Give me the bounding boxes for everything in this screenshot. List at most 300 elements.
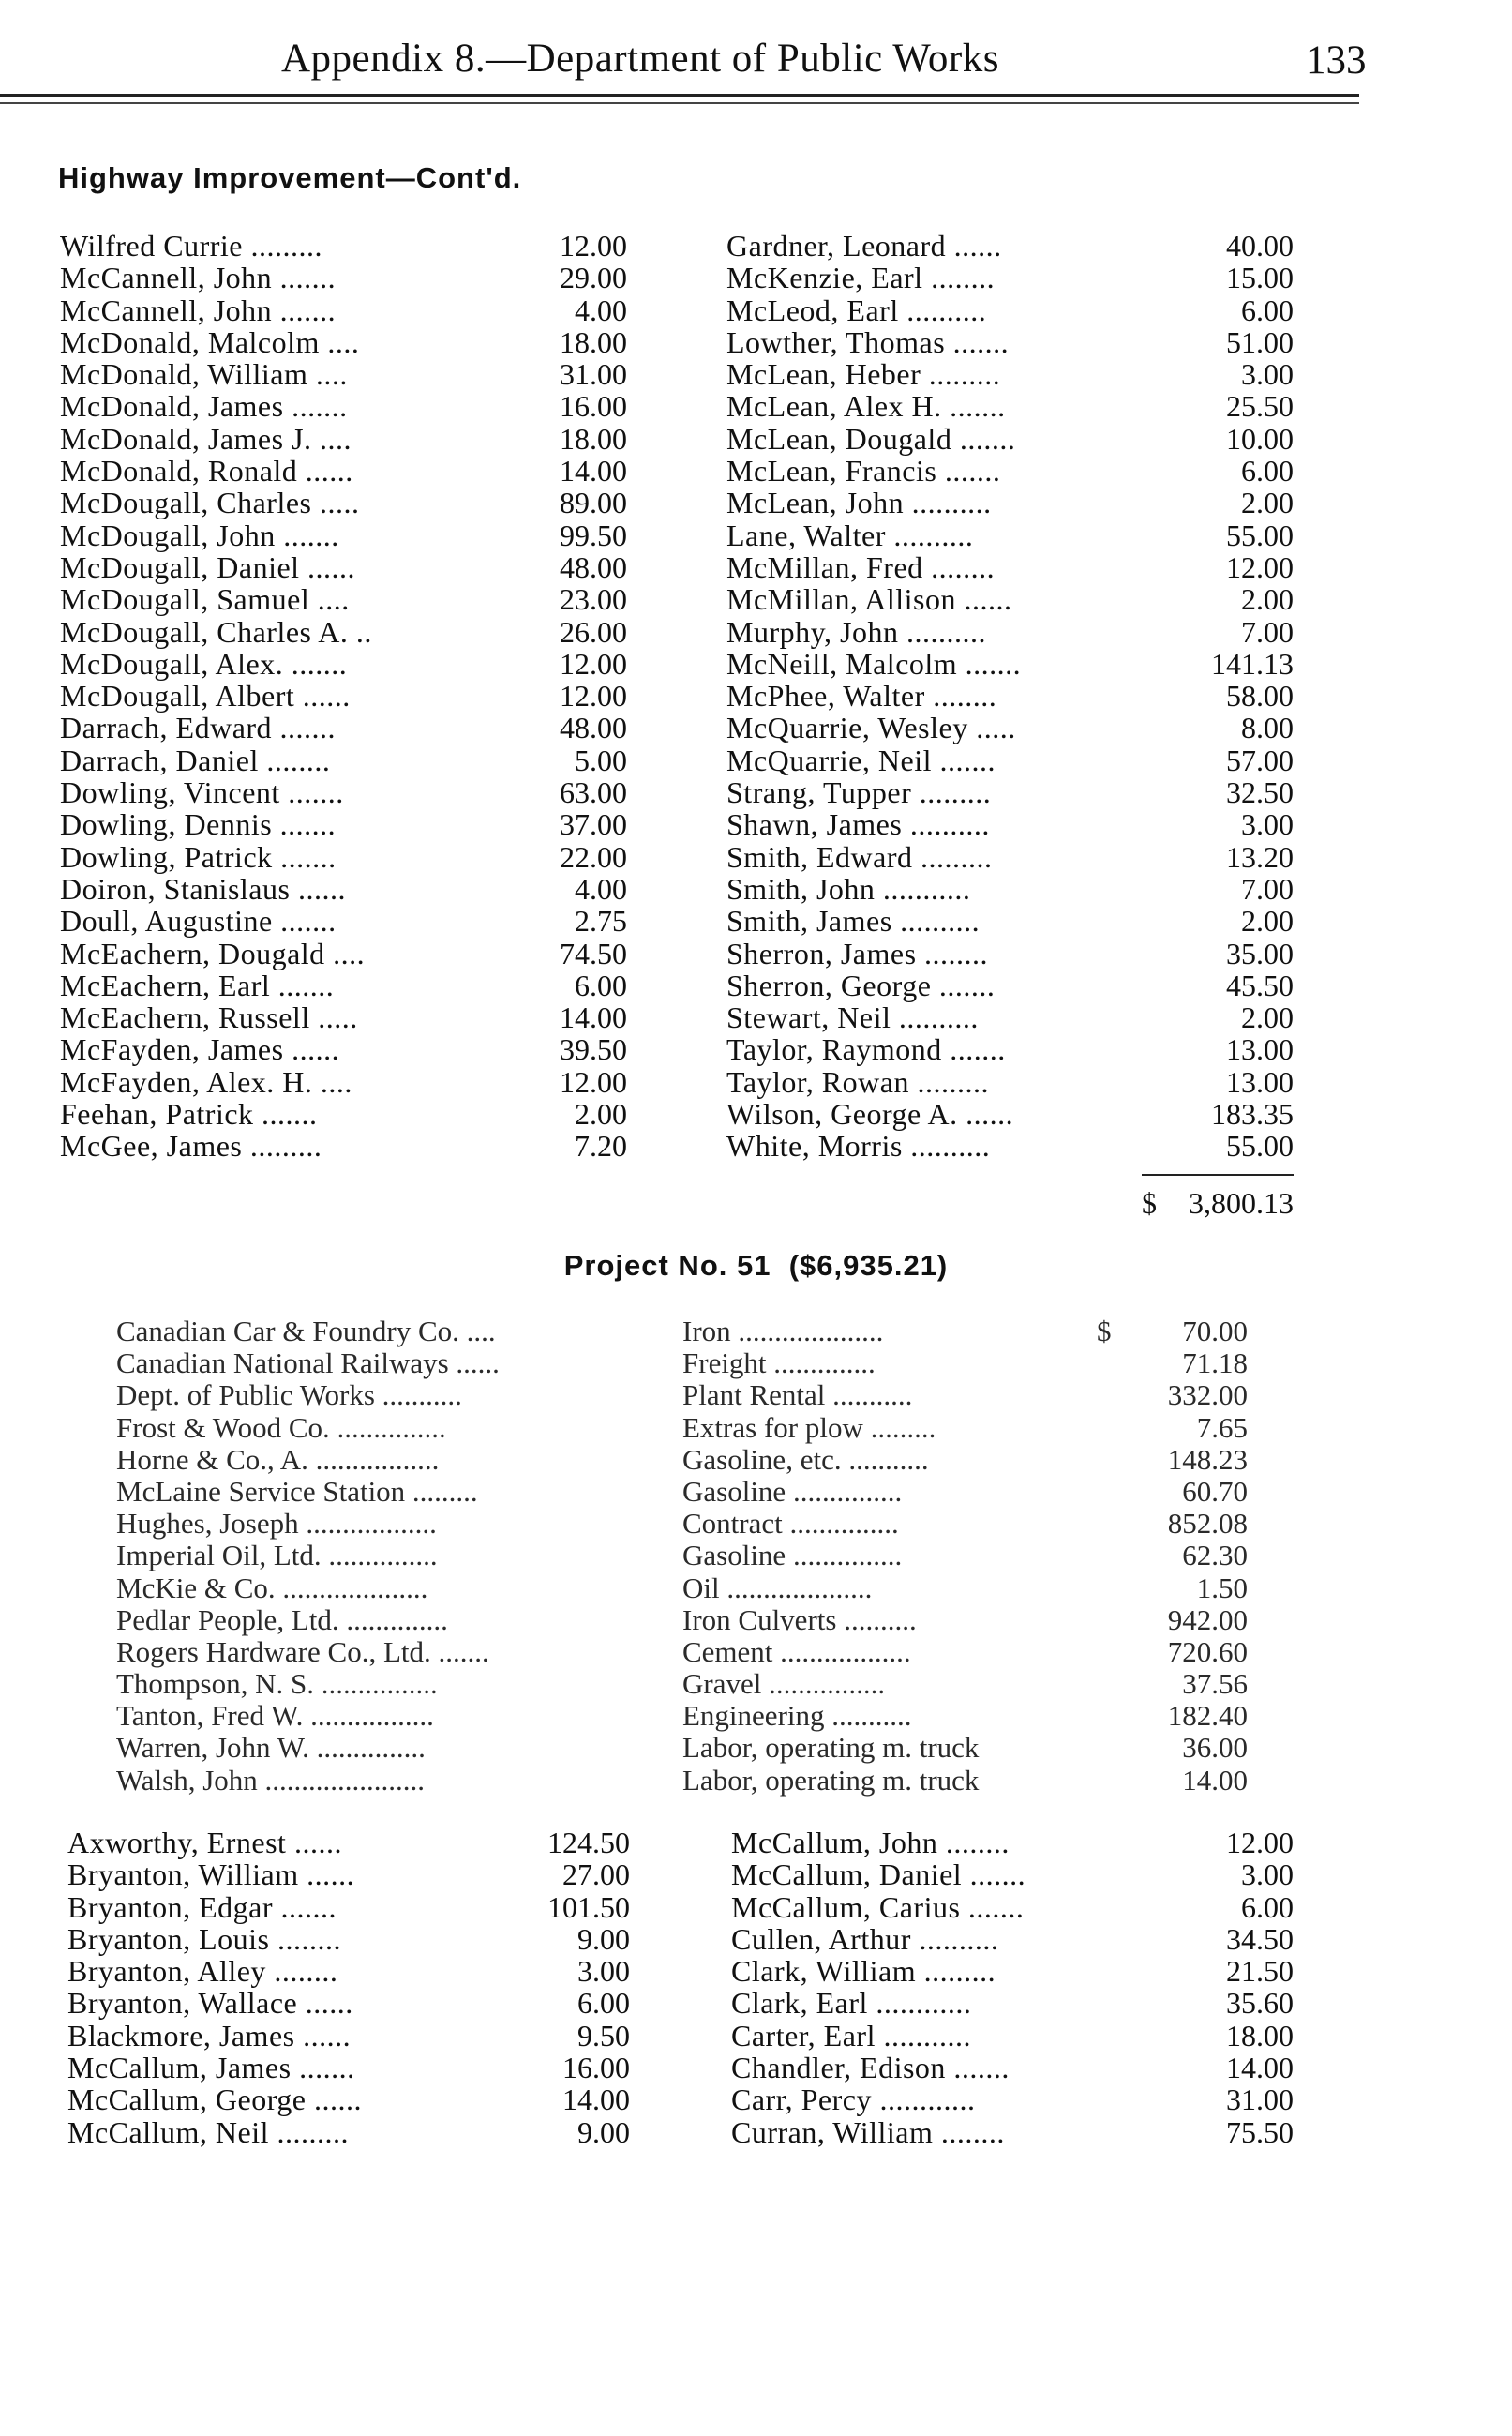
entry-amount: 27.00 <box>562 1857 630 1892</box>
entry-name: Clark, Earl ............ <box>731 1986 972 2021</box>
entry-name: Sherron, James ........ <box>726 936 989 970</box>
entry-amount: 63.00 <box>560 775 627 810</box>
project-amount-cell: 332.00 <box>1167 1378 1248 1412</box>
entry-name: McDougall, Daniel ...... <box>60 549 356 584</box>
list-item <box>67 2116 630 2148</box>
entry-name: Doiron, Stanislaus ...... <box>60 871 346 906</box>
project-vendor: Imperial Oil, Ltd. ............... <box>116 1539 438 1572</box>
project-amount-cell: 14.00 <box>1182 1763 1248 1797</box>
entry-name: Curran, William ........ <box>731 2114 1005 2149</box>
entry-amount: 2.00 <box>1241 486 1294 520</box>
list-item <box>726 326 1294 358</box>
project-item: Iron Culverts .......... <box>682 1602 917 1636</box>
entry-amount: 16.00 <box>560 389 627 424</box>
entry-amount: 6.00 <box>1241 293 1294 327</box>
entry-amount: 48.00 <box>560 549 627 584</box>
entry-name: Gardner, Leonard ...... <box>726 229 1002 263</box>
entry-amount: 89.00 <box>560 486 627 520</box>
list-item <box>60 519 627 551</box>
entry-name: McKenzie, Earl ........ <box>726 261 996 295</box>
project-vendor: Dept. of Public Works ........... <box>116 1378 462 1412</box>
list-item <box>60 680 627 712</box>
entry-amount: 12.00 <box>560 679 627 714</box>
project-vendor: Thompson, N. S. ................ <box>116 1667 438 1701</box>
entry-name: Clark, William ......... <box>731 1954 996 1989</box>
entry-amount: 9.50 <box>577 2018 630 2053</box>
entry-name: Smith, John ........... <box>726 871 971 906</box>
entry-amount: 21.50 <box>1226 1954 1294 1989</box>
list-item <box>60 230 627 262</box>
entry-amount: 14.00 <box>1226 2051 1294 2085</box>
list-item <box>67 1923 630 1955</box>
entry-name: McNeill, Malcolm ....... <box>726 646 1022 681</box>
list-item <box>67 2052 630 2083</box>
entry-amount: 183.35 <box>1211 1097 1294 1132</box>
entry-amount: 31.00 <box>560 357 627 392</box>
entry-name: McLeod, Earl .......... <box>726 293 987 327</box>
table-row <box>116 1508 1248 1540</box>
list-item <box>726 744 1294 776</box>
entry-name: Feehan, Patrick ....... <box>60 1097 318 1132</box>
page-number: 133 <box>1306 38 1367 83</box>
entry-name: Darrach, Edward ....... <box>60 711 337 745</box>
project-vendor: Canadian Car & Foundry Co. .... <box>116 1315 496 1347</box>
table-row <box>116 1476 1248 1508</box>
entry-name: Wilson, George A. ...... <box>726 1097 1014 1132</box>
entry-amount: 12.00 <box>560 1064 627 1099</box>
entry-name: McCallum, John ........ <box>731 1826 1010 1859</box>
entry-amount: 3.00 <box>1241 807 1294 842</box>
entry-name: Shawn, James .......... <box>726 807 990 842</box>
entry-name: McFayden, James ...... <box>60 1032 340 1067</box>
project-item: Labor, operating m. truck <box>682 1731 980 1765</box>
project-heading <box>0 1249 1512 1283</box>
list-item <box>726 970 1294 1001</box>
list-item <box>60 1001 627 1033</box>
entry-name: McQuarrie, Neil ....... <box>726 743 996 777</box>
entry-name: Axworthy, Ernest ...... <box>67 1826 342 1859</box>
entry-amount: 55.00 <box>1226 518 1294 552</box>
entry-name: Cullen, Arthur .......... <box>731 1921 999 1956</box>
list-item <box>731 2020 1294 2052</box>
project-vendor: Walsh, John ...................... <box>116 1763 426 1797</box>
entry-name: McGee, James ......... <box>60 1129 322 1164</box>
entry-amount: 15.00 <box>1226 261 1294 295</box>
entry-amount: 74.50 <box>560 936 627 970</box>
list-item <box>726 680 1294 712</box>
entry-name: Doull, Augustine ....... <box>60 904 337 939</box>
list-item <box>731 1891 1294 1923</box>
list-item <box>60 1130 627 1162</box>
table-row <box>116 1540 1248 1571</box>
list-item <box>731 1858 1294 1890</box>
project-item: Gasoline ............... <box>682 1474 903 1508</box>
list-item <box>731 1923 1294 1955</box>
entry-name: Bryanton, Alley ........ <box>67 1954 338 1989</box>
entry-name: McCallum, Carius ....... <box>731 1889 1025 1924</box>
entry-name: McDougall, Albert ...... <box>60 679 351 714</box>
entry-name: Bryanton, William ...... <box>67 1857 355 1892</box>
entry-amount: 14.00 <box>560 1000 627 1035</box>
entry-name: McDougall, Charles ..... <box>60 486 360 520</box>
entry-amount: 8.00 <box>1241 711 1294 745</box>
list-item <box>726 390 1294 422</box>
project-vendor: Rogers Hardware Co., Ltd. ....... <box>116 1634 489 1668</box>
table-row <box>116 1732 1248 1764</box>
entry-name: McDougall, Charles A. .. <box>60 614 372 649</box>
entry-name: McEachern, Earl ....... <box>60 968 335 1002</box>
project-amount-cell: 71.18 <box>1182 1346 1248 1380</box>
project-vendor: Tanton, Fred W. ................. <box>116 1699 434 1733</box>
list-item <box>726 873 1294 905</box>
project-item: Extras for plow ......... <box>682 1410 936 1444</box>
entry-amount: 26.00 <box>560 614 627 649</box>
table-row <box>116 1347 1248 1379</box>
project-vendor: Canadian National Railways ...... <box>116 1346 500 1380</box>
entry-name: McLean, Dougald ....... <box>726 421 1016 456</box>
list-item <box>67 1987 630 2019</box>
entry-amount: 3.00 <box>577 1954 630 1989</box>
list-item <box>726 455 1294 487</box>
list-item <box>60 744 627 776</box>
total-rule <box>1142 1174 1294 1176</box>
entry-amount: 75.50 <box>1226 2114 1294 2149</box>
total-amount: 3,800.13 <box>1189 1186 1294 1220</box>
entry-amount: 7.00 <box>1241 871 1294 906</box>
list-item <box>67 1858 630 1890</box>
entry-name: Lane, Walter .......... <box>726 518 974 552</box>
table-row <box>116 1765 1248 1797</box>
entry-amount: 2.00 <box>575 1097 627 1132</box>
table-row <box>116 1668 1248 1700</box>
list-item <box>67 2083 630 2115</box>
project-item: Contract ............... <box>682 1507 899 1541</box>
project-amount-cell: 720.60 <box>1167 1634 1248 1668</box>
project-item: Gasoline ............... <box>682 1539 903 1572</box>
entry-name: Lowther, Thomas ....... <box>726 324 1010 359</box>
entry-name: Smith, James .......... <box>726 904 981 939</box>
entry-amount: 12.00 <box>1226 549 1294 584</box>
table-row <box>116 1636 1248 1668</box>
list-item <box>60 938 627 970</box>
entry-amount: 6.00 <box>575 968 627 1002</box>
list-item <box>726 616 1294 648</box>
list-item <box>726 294 1294 326</box>
list-item <box>726 1033 1294 1065</box>
entry-amount: 99.50 <box>560 518 627 552</box>
list-item <box>731 1955 1294 1987</box>
entry-amount: 4.00 <box>575 871 627 906</box>
list-item <box>60 712 627 744</box>
entry-name: McDougall, Samuel .... <box>60 582 350 617</box>
page-header <box>0 28 1512 103</box>
entry-name: McCallum, Daniel ....... <box>731 1857 1026 1892</box>
labor-left-column <box>67 1827 630 2148</box>
list-item <box>60 970 627 1001</box>
list-item <box>60 1033 627 1065</box>
entry-name: McCannell, John ....... <box>60 293 337 327</box>
project-label: Project No. 51 <box>563 1249 771 1282</box>
header-rule <box>0 94 1359 97</box>
entry-amount: 3.00 <box>1241 1857 1294 1892</box>
list-item <box>60 616 627 648</box>
entry-name: Wilfred Currie ......... <box>60 229 322 263</box>
list-item <box>67 1955 630 1987</box>
list-item <box>726 551 1294 583</box>
entry-name: Chandler, Edison ....... <box>731 2051 1010 2085</box>
list-item <box>726 1066 1294 1098</box>
project-amount-cell: 148.23 <box>1167 1442 1248 1476</box>
entry-name: McMillan, Allison ...... <box>726 582 1012 617</box>
project-table <box>116 1316 1248 1797</box>
entry-amount: 2.75 <box>575 904 627 939</box>
project-item: Oil .................... <box>682 1571 873 1604</box>
entry-amount: 2.00 <box>1241 1000 1294 1035</box>
project-amount-cell: 7.65 <box>1196 1410 1248 1444</box>
entry-amount: 31.00 <box>1226 2083 1294 2117</box>
project-amount: ($6,935.21) <box>788 1249 949 1282</box>
entry-name: Carter, Earl ........... <box>731 2018 971 2053</box>
list-item <box>60 358 627 390</box>
project-dollar-sign: $ <box>1097 1315 1112 1347</box>
table-row <box>116 1444 1248 1476</box>
entry-amount: 25.50 <box>1226 389 1294 424</box>
project-vendor: Horne & Co., A. ................. <box>116 1442 440 1476</box>
entry-name: McDougall, John ....... <box>60 518 339 552</box>
entry-amount: 9.00 <box>577 2114 630 2149</box>
list-item <box>67 2020 630 2052</box>
project-item: Cement .................. <box>682 1634 911 1668</box>
list-item <box>60 583 627 615</box>
header-rule-thin <box>0 102 1359 104</box>
entry-name: Smith, Edward ......... <box>726 839 993 874</box>
entry-name: McEachern, Dougald .... <box>60 936 366 970</box>
entry-name: McMillan, Fred ........ <box>726 549 996 584</box>
entry-amount: 12.00 <box>560 229 627 263</box>
entry-amount: 51.00 <box>1226 324 1294 359</box>
entry-name: Darrach, Daniel ........ <box>60 743 331 777</box>
list-item <box>60 1098 627 1130</box>
project-amount-cell: 942.00 <box>1167 1602 1248 1636</box>
list-item <box>726 841 1294 873</box>
entry-amount: 10.00 <box>1226 421 1294 456</box>
entry-name: Murphy, John .......... <box>726 614 986 649</box>
list-item <box>726 519 1294 551</box>
entry-name: Sherron, George ....... <box>726 968 996 1002</box>
entry-name: Bryanton, Wallace ...... <box>67 1986 353 2021</box>
list-item <box>731 2052 1294 2083</box>
entry-amount: 37.00 <box>560 807 627 842</box>
list-item <box>60 776 627 808</box>
entry-name: McEachern, Russell ..... <box>60 1000 358 1035</box>
entry-amount: 16.00 <box>562 2051 630 2085</box>
list-item <box>726 487 1294 519</box>
entry-name: McCannell, John ....... <box>60 261 337 295</box>
project-item: Plant Rental ........... <box>682 1378 913 1412</box>
list-item <box>60 1066 627 1098</box>
entry-amount: 29.00 <box>560 261 627 295</box>
entry-amount: 6.00 <box>577 1986 630 2021</box>
entry-amount: 58.00 <box>1226 679 1294 714</box>
highway-left-column <box>60 230 627 1163</box>
list-item <box>60 390 627 422</box>
entry-amount: 12.00 <box>1226 1826 1294 1859</box>
list-item <box>726 230 1294 262</box>
project-item: Gravel ................ <box>682 1667 886 1701</box>
list-item <box>731 2083 1294 2115</box>
entry-amount: 7.00 <box>1241 614 1294 649</box>
entry-amount: 34.50 <box>1226 1921 1294 1956</box>
entry-amount: 18.00 <box>560 421 627 456</box>
entry-amount: 6.00 <box>1241 1889 1294 1924</box>
list-item <box>726 905 1294 937</box>
project-item: Engineering ........... <box>682 1699 912 1733</box>
entry-amount: 2.00 <box>1241 904 1294 939</box>
entry-amount: 13.00 <box>1226 1032 1294 1067</box>
table-row <box>116 1604 1248 1636</box>
entry-name: Strang, Tupper ......... <box>726 775 992 810</box>
total-dollar-sign: $ <box>1142 1186 1157 1220</box>
list-item <box>731 1987 1294 2019</box>
project-vendor: Hughes, Joseph .................. <box>116 1507 437 1541</box>
entry-amount: 141.13 <box>1211 646 1294 681</box>
entry-name: Taylor, Raymond ....... <box>726 1032 1006 1067</box>
project-amount-cell: 182.40 <box>1167 1699 1248 1733</box>
list-item <box>60 808 627 840</box>
entry-name: McDonald, William .... <box>60 357 348 392</box>
list-item <box>726 712 1294 744</box>
entry-name: McDonald, Ronald ...... <box>60 454 353 489</box>
entry-name: McDougall, Alex. ....... <box>60 646 348 681</box>
list-item <box>726 358 1294 390</box>
entry-amount: 12.00 <box>560 646 627 681</box>
entry-amount: 101.50 <box>547 1889 630 1924</box>
list-item <box>60 551 627 583</box>
list-item <box>67 1891 630 1923</box>
entry-amount: 32.50 <box>1226 775 1294 810</box>
entry-name: McCallum, George ...... <box>67 2083 362 2117</box>
entry-name: McLean, Heber ......... <box>726 357 1001 392</box>
entry-amount: 2.00 <box>1241 582 1294 617</box>
entry-name: McCallum, James ....... <box>67 2051 355 2085</box>
labor-right-column <box>731 1827 1294 2148</box>
entry-amount: 13.00 <box>1226 1064 1294 1099</box>
entry-name: McDonald, Malcolm .... <box>60 324 360 359</box>
entry-amount: 14.00 <box>562 2083 630 2117</box>
list-item <box>726 1001 1294 1033</box>
list-item <box>726 262 1294 293</box>
entry-name: White, Morris .......... <box>726 1129 991 1164</box>
table-row <box>116 1700 1248 1732</box>
entry-name: McLean, John .......... <box>726 486 992 520</box>
highway-right-column <box>726 230 1294 1163</box>
entry-amount: 55.00 <box>1226 1129 1294 1164</box>
entry-amount: 35.60 <box>1226 1986 1294 2021</box>
list-item <box>731 2116 1294 2148</box>
list-item <box>60 262 627 293</box>
entry-amount: 124.50 <box>547 1826 630 1859</box>
entry-amount: 18.00 <box>560 324 627 359</box>
project-vendor: Pedlar People, Ltd. .............. <box>116 1602 448 1636</box>
entry-amount: 13.20 <box>1226 839 1294 874</box>
list-item <box>60 423 627 455</box>
entry-name: McCallum, Neil ......... <box>67 2114 349 2149</box>
project-amount-cell: 70.00 <box>1182 1315 1248 1347</box>
entry-name: Carr, Percy ............ <box>731 2083 976 2117</box>
entry-amount: 45.50 <box>1226 968 1294 1002</box>
entry-amount: 35.00 <box>1226 936 1294 970</box>
project-item: Freight .............. <box>682 1346 876 1380</box>
entry-name: McLean, Francis ....... <box>726 454 1001 489</box>
project-vendor: McLaine Service Station ......... <box>116 1474 478 1508</box>
entry-amount: 40.00 <box>1226 229 1294 263</box>
entry-amount: 5.00 <box>575 743 627 777</box>
entry-amount: 7.20 <box>575 1129 627 1164</box>
entry-amount: 39.50 <box>560 1032 627 1067</box>
entry-name: Taylor, Rowan ......... <box>726 1064 989 1099</box>
entry-name: Bryanton, Louis ........ <box>67 1921 341 1956</box>
entry-name: McPhee, Walter ........ <box>726 679 997 714</box>
project-vendor: Warren, John W. ............... <box>116 1731 426 1765</box>
list-item <box>60 841 627 873</box>
project-amount-cell: 36.00 <box>1182 1731 1248 1765</box>
entry-name: Stewart, Neil .......... <box>726 1000 979 1035</box>
entry-name: McDonald, James ....... <box>60 389 348 424</box>
list-item <box>60 294 627 326</box>
list-item <box>726 583 1294 615</box>
entry-amount: 3.00 <box>1241 357 1294 392</box>
list-item <box>726 938 1294 970</box>
entry-name: McQuarrie, Wesley ..... <box>726 711 1016 745</box>
entry-name: Dowling, Patrick ....... <box>60 839 337 874</box>
list-item <box>60 487 627 519</box>
entry-amount: 9.00 <box>577 1921 630 1956</box>
list-item <box>67 1827 630 1858</box>
table-row <box>116 1572 1248 1604</box>
list-item <box>726 808 1294 840</box>
list-item <box>731 1827 1294 1858</box>
entry-amount: 6.00 <box>1241 454 1294 489</box>
list-item <box>60 455 627 487</box>
project-item: Iron .................... <box>682 1315 884 1347</box>
entry-name: Bryanton, Edgar ....... <box>67 1889 337 1924</box>
entry-amount: 57.00 <box>1226 743 1294 777</box>
list-item <box>60 905 627 937</box>
entry-amount: 22.00 <box>560 839 627 874</box>
list-item <box>726 648 1294 680</box>
entry-amount: 23.00 <box>560 582 627 617</box>
entry-name: McDonald, James J. .... <box>60 421 352 456</box>
entry-name: McLean, Alex H. ....... <box>726 389 1006 424</box>
list-item <box>726 1130 1294 1162</box>
project-vendor: Frost & Wood Co. ............... <box>116 1410 446 1444</box>
page-title: Appendix 8.—Department of Public Works <box>281 37 999 81</box>
table-row <box>116 1379 1248 1411</box>
project-amount-cell: 62.30 <box>1182 1539 1248 1572</box>
entry-amount: 4.00 <box>575 293 627 327</box>
entry-name: Dowling, Dennis ....... <box>60 807 337 842</box>
table-row <box>116 1412 1248 1444</box>
entry-amount: 18.00 <box>1226 2018 1294 2053</box>
section-heading: Highway Improvement—Cont'd. <box>58 161 522 194</box>
list-item <box>60 873 627 905</box>
project-item: Gasoline, etc. ........... <box>682 1442 929 1476</box>
entry-amount: 14.00 <box>560 454 627 489</box>
project-amount-cell: 60.70 <box>1182 1474 1248 1508</box>
entry-name: Dowling, Vincent ....... <box>60 775 344 810</box>
list-item <box>726 423 1294 455</box>
table-row <box>116 1316 1248 1347</box>
